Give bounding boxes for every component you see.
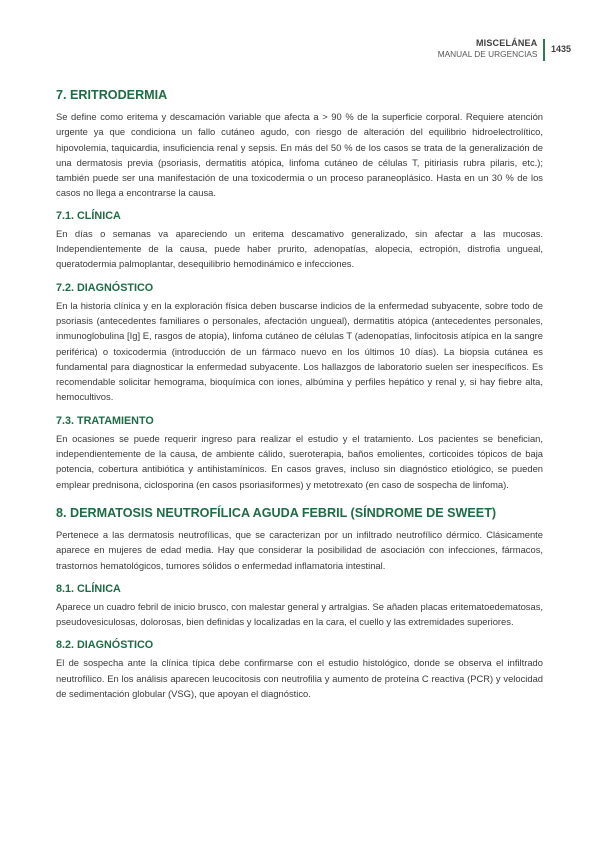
paragraph-clinica-7: En días o semanas va apareciendo un eritema descamativo generalizado, sin afectar a las mucosas. Independientemente de la causa, puede haber prurito, adenopatías, alopecia, ectropión, distrofia ungueal, queratodermia palmoplantar, desequilibrio hemodinámico e infecciones.: [56, 227, 543, 270]
paragraph-diagnostico-7: En la historia clínica y en la exploración física deben buscarse indicios de la enfermedad subyacente, sobre todo de psoriasis (antecedentes familiares o personales, afectación ungueal), dermatitis atópica (antecedentes personales, inmunoglobulina [Ig] E, rasgos de atopia), linfoma cutáneo de células T (adenopatías, linfocitosis atípica en la sangre periférica) o toxicodermia (introducción de un fármaco nuevo en los últimos 10 días). La biopsia cutánea es fundamental para diagnosticar la enfermedad subyacente. Los hallazgos de laboratorio suelen ser inespecíficos. Es recomendable solicitar hemograma, bioquímica con iones, albúmina y perfiles hepático y renal y, si hay fiebre alta, hemocultivos.: [56, 299, 543, 403]
running-header: [438, 38, 571, 61]
heading-diagnostico-8: 8.2. DIAGNÓSTICO: [56, 639, 154, 652]
heading-clinica-8: 8.1. CLÍNICA: [56, 582, 121, 595]
header-text: [438, 38, 544, 60]
heading-diagnostico-7: 7.2. DIAGNÓSTICO: [56, 281, 154, 294]
paragraph-diagnostico-8: El de sospecha ante la clínica típica debe confirmarse con el estudio histológico, donde se observa el infiltrado neutrofílico. En los análisis aparecen leucocitosis con neutrofilia y aumento de proteína C reactiva (PCR) y velocidad de sedimentación globular (VSG), que apoyan el diagnóstico.: [56, 657, 543, 700]
heading-tratamiento-7: 7.3. TRATAMIENTO: [56, 414, 154, 427]
paragraph-tratamiento-7: En ocasiones se puede requerir ingreso para realizar el estudio y el tratamiento. Los pacientes se benefician, independientemente de la causa, de ambiente cálido, sueroterapia, baños emolientes, corticoides tópicos de baja potencia, cobertura antibiótica y antihistamínicos. En casos graves, incluso sin diagnóstico etiológico, se pueden emplear prednisona, ciclosporina (en casos psoriasiformes) y metotrexato (en caso de sospecha de linfoma).: [56, 432, 543, 490]
main-content: [56, 85, 543, 701]
heading-sweet: 8. DERMATOSIS NEUTROFÍLICA AGUDA FEBRIL (SÍNDROME DE SWEET): [56, 505, 497, 520]
paragraph-eritrodermia: Se define como eritema y descamación variable que afecta a > 90 % de la superficie corporal. Requiere atención urgente ya que condiciona un fallo cutáneo agudo, con riesgo de alteración del equilibrio hidroelectrolítico, hipovolemia, taquicardia, insuficiencia renal y sepsis. En más del 50 % de los casos se trata de la generalización de una dermatosis previa (psoriasis, dermatitis atópica, linfoma cutáneo de células T, pitiriasis rubra pilaris, etc.); también puede ser una manifestación de una toxicodermia o un proceso paraneoplásico. Hasta en un 30 % de los casos no llega a encontrarse la causa.: [56, 111, 543, 199]
header-book-title: MANUAL DE URGENCIAS: [437, 49, 538, 59]
heading-eritrodermia: 7. ERITRODERMIA: [56, 88, 168, 102]
page-number: 1435: [550, 44, 571, 54]
heading-clinica-7: 7.1. CLÍNICA: [56, 209, 121, 222]
paragraph-sweet: Pertenece a las dermatosis neutrofílicas, que se caracterizan por un infiltrado neutrofílico dérmico. Clásicamente aparece en mujeres de edad media. Hay que considerar la posibilidad de asociación con infecciones, fármacos, trastornos hematológicos, tumores sólidos o enfermedad inflamatoria intestinal.: [56, 528, 543, 571]
header-section-title: MISCELÁNEA: [475, 38, 538, 48]
paragraph-clinica-8: Aparece un cuadro febril de inicio brusco, con malestar general y artralgias. Se añaden placas eritematoedematosas, pseudovesiculosas, dolorosas, bien definidas y localizadas en la cara, el cuello y las extremidades superiores.: [56, 600, 543, 628]
